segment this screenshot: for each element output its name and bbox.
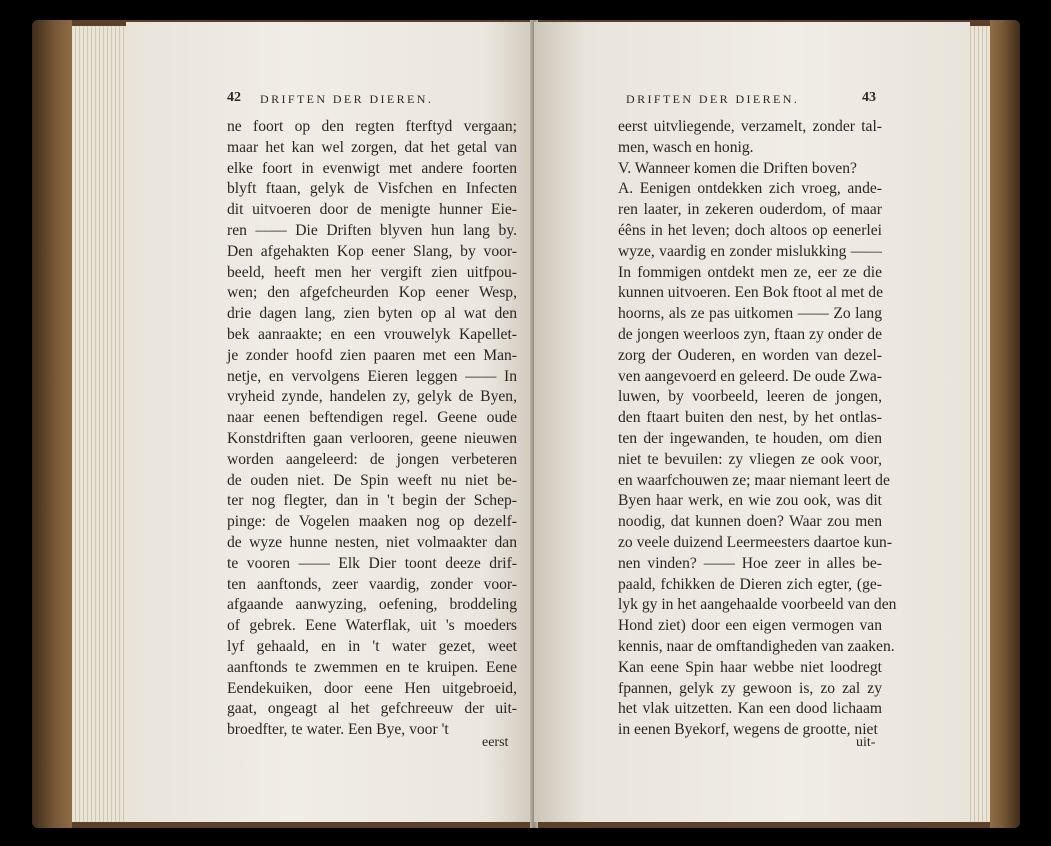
- text-line: den ftaart buiten den nest, by het ontlas-: [618, 409, 882, 427]
- text-line: Kan eene Spin haar webbe niet loodregt: [618, 658, 882, 676]
- text-line: lyk gy in het aangehaalde voorbeeld van den: [618, 596, 897, 614]
- text-line: paald, fchikken de Dieren zich egter, (ge-: [618, 575, 882, 593]
- text-line: lyf gehaald, en in 't water gezet, weet: [227, 637, 517, 655]
- text-line: netje, en vervolgens Eieren leggen —— In: [227, 367, 517, 385]
- text-line: zo veele duizend Leermeesters daartoe kun-: [618, 533, 893, 551]
- right-catchword: uit-: [856, 735, 876, 750]
- text-line: fpannen, gelyk zy gewoon is, zo zal zy: [618, 679, 882, 697]
- text-line: noodig, dat kunnen doen? Waar zou men: [618, 513, 882, 531]
- text-line: bek aanraakte; en een vrouwelyk Kapellet-: [227, 325, 517, 343]
- text-line: ter nog flegter, dan in 't begin der Schep-: [227, 492, 517, 510]
- text-line: ren laater, in zekeren ouderdom, of maar: [618, 201, 882, 219]
- left-body-text: [227, 117, 517, 741]
- text-line: A. Eenigen ontdekken zich vroeg, ande-: [618, 180, 882, 198]
- text-line: afgaande aanwyzing, oefening, broddeling: [227, 596, 517, 614]
- text-line: wen; den afgefcheurden Kop eener Wesp,: [227, 284, 517, 302]
- text-line: kunnen uitvoeren. Een Bok ftoot al met de: [618, 284, 884, 302]
- text-line: zorg der Ouderen, en worden van dezel-: [618, 346, 882, 364]
- text-line: vryheid zynde, handelen zy, gelyk de Byen,: [227, 388, 517, 406]
- text-line: broedfter, te water. Een Bye, voor 't: [227, 721, 449, 739]
- text-line: In fommigen ontdekt men ze, eer ze die: [618, 263, 882, 281]
- text-line: Byen haar werk, en wie zou ook, was dit: [618, 492, 882, 510]
- text-line: worden aangeleerd: de jongen verbeteren: [227, 450, 517, 468]
- text-line: elke foort in evenwigt met andere foorten: [227, 159, 517, 177]
- text-line: kennis, naar de omftandigheden van zaaken.: [618, 637, 895, 655]
- right-body-text: [618, 117, 897, 741]
- left-page: [126, 22, 534, 822]
- text-line: niet te bevuilen: zy vliegen ze ook voor,: [618, 450, 882, 468]
- text-line: aanftonds te zwemmen en te kruipen. Eene: [227, 658, 517, 676]
- text-line: eerst uitvliegende, verzamelt, zonder tal-: [618, 118, 882, 135]
- text-line: of gebrek. Eene Waterflak, uit 's moeders: [227, 617, 517, 635]
- text-line: ne foort op den regten fterftyd vergaan;: [227, 118, 517, 135]
- text-line: de wyze hunne nesten, niet volmaakter dan: [227, 533, 517, 551]
- text-line: Hond ziet) door een eigen vermogen van: [618, 617, 882, 635]
- left-running-title: DRIFTEN DER DIEREN.: [260, 92, 434, 106]
- cover-edge-left: [32, 20, 72, 828]
- text-line: luwen, by voorbeeld, leeren de jongen,: [618, 388, 882, 406]
- text-line: V. Wanneer komen die Driften boven?: [618, 159, 857, 177]
- right-running-title: DRIFTEN DER DIEREN.: [626, 92, 800, 106]
- text-line: ren —— Die Driften blyven hun lang by.: [227, 221, 517, 239]
- text-line: ven aangevoerd en geleerd. De oude Zwa-: [618, 367, 882, 385]
- text-line: Konstdriften gaan verlooren, geene nieuwen: [227, 429, 517, 447]
- left-catchword: eerst: [482, 735, 509, 750]
- text-line: gaat, ongeagt al het gefchreeuw der uit-: [227, 700, 517, 718]
- text-line: ten der ingewanden, te houden, om dien: [618, 429, 882, 447]
- text-line: en waarfchouwen ze; maar niemant leert de: [618, 471, 890, 489]
- text-line: éêns in het leven; doch altoos op eenerlei: [618, 221, 882, 239]
- text-line: beeld, heeft men her vergift zien uitfpou-: [227, 263, 517, 281]
- text-line: pinge: de Vogelen maaken nog op dezelf-: [227, 513, 517, 531]
- open-book: [32, 20, 1020, 828]
- text-line: je zonder hoofd zien paaren met een Man-: [227, 346, 517, 364]
- text-line: de ouden niet. De Spin weeft nu niet be-: [227, 471, 517, 489]
- text-line: de jongen weerloos zyn, ftaan zy onder de: [618, 325, 882, 343]
- text-line: naar eenen beftendigen regel. Geene oude: [227, 409, 517, 427]
- right-page-number: 43: [862, 90, 876, 105]
- text-line: drie dagen lang, zien byten op al wat den: [227, 305, 517, 323]
- text-line: hoorns, als ze pas uitkomen —— Zo lang: [618, 305, 882, 323]
- text-line: nen vinden? —— Hoe zeer in alles be-: [618, 554, 882, 572]
- text-line: dit uitvoeren door de menigte hunner Eie-: [227, 201, 517, 219]
- text-line: te vooren —— Elk Dier toont deeze drif-: [227, 554, 517, 572]
- text-line: wyze, vaardig en zonder mislukking ——: [618, 242, 882, 260]
- left-page-number: 42: [227, 90, 241, 105]
- text-line: Den afgehakten Kop eener Slang, by voor-: [227, 242, 517, 260]
- page-stack-left: [72, 26, 132, 822]
- text-line: maar het kan wel zorgen, dat het getal van: [227, 138, 517, 156]
- right-page: [534, 22, 970, 822]
- text-line: Eendekuiken, door eene Hen uitgebroeid,: [227, 679, 517, 697]
- text-line: men, wasch en honig.: [618, 138, 754, 156]
- text-line: blyft ftaan, gelyk de Visfchen en Infecten: [227, 180, 517, 198]
- text-line: het vlak uitzetten. Kan een dood lichaam: [618, 700, 882, 718]
- text-line: ten aanftonds, zeer vaardig, zonder voor-: [227, 575, 517, 593]
- text-line: in eenen Byekorf, wegens de grootte, niet: [618, 721, 878, 739]
- cover-edge-right: [990, 20, 1020, 828]
